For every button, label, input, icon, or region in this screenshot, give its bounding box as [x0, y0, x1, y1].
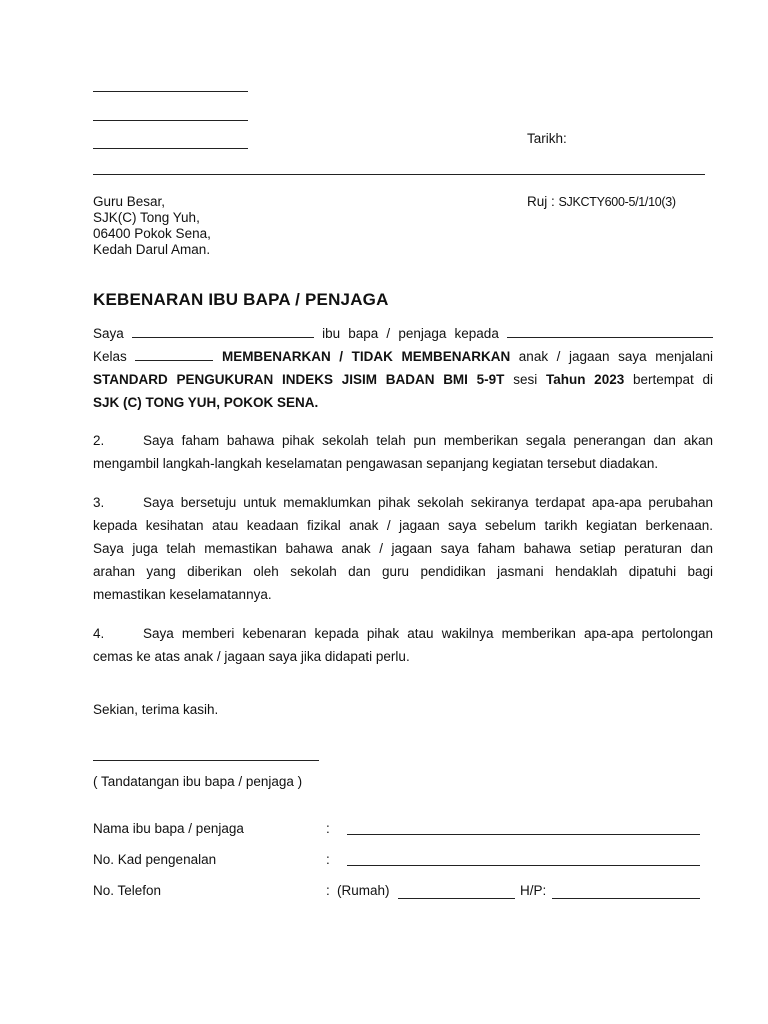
- intro-line-3: [93, 368, 713, 391]
- address-line-3[interactable]: [93, 148, 248, 149]
- school-location-text: SJK (C) TONG YUH, POKOK SENA.: [93, 395, 319, 410]
- paragraph-2-line-1: 2. Saya faham bahawa pihak sekolah telah pun memberikan segala penerangan dan akan: [93, 429, 713, 452]
- paragraph-3-line-2: kepada kesihatan atau keadaan fizikal anak / jagaan saya sebelum tarikh kegiatan berkenaan.: [93, 518, 713, 533]
- class-blank[interactable]: [135, 348, 213, 361]
- signature-caption: ( Tandatangan ibu bapa / penjaga ): [93, 774, 303, 789]
- parent-name-label: Nama ibu bapa / penjaga: [93, 821, 244, 836]
- page-title: KEBENARAN IBU BAPA / PENJAGA: [93, 290, 389, 309]
- paragraph-3-line-5: memastikan keselamatannya.: [93, 587, 272, 602]
- phone-colon: :: [326, 883, 330, 898]
- reference-label: Ruj :: [527, 194, 559, 209]
- home-phone-field[interactable]: [398, 898, 515, 899]
- child-undergo-text: anak / jagaan saya menjalani: [518, 349, 713, 364]
- phone-label: No. Telefon: [93, 883, 162, 898]
- recipient-line-3: 06400 Pokok Sena,: [93, 226, 211, 241]
- paragraph-3: [93, 491, 713, 606]
- permission-choice-text: MEMBENARKAN / TIDAK MEMBENARKAN: [221, 349, 511, 364]
- parent-of-text: ibu bapa / penjaga kepada: [322, 326, 499, 341]
- parent-name-field[interactable]: [347, 834, 700, 835]
- reference-value: SJKCTY600-5/1/10(3): [558, 195, 676, 209]
- paragraph-2-line-2: mengambil langkah-langkah keselamatan pengawasan sepanjang kegiatan tersebut diadakan.: [93, 456, 659, 471]
- ic-number-label: No. Kad pengenalan: [93, 852, 217, 867]
- ic-number-colon: :: [326, 852, 330, 867]
- address-line-1[interactable]: [93, 91, 248, 92]
- kelas-text: Kelas: [93, 349, 127, 364]
- reference-number: [527, 194, 676, 209]
- home-phone-label: (Rumah): [337, 883, 390, 898]
- parent-name-colon: :: [326, 821, 330, 836]
- header-separator-line: [93, 174, 705, 175]
- ic-number-field[interactable]: [347, 865, 700, 866]
- recipient-line-1: Guru Besar,: [93, 194, 166, 209]
- intro-line-1: [93, 322, 713, 345]
- paragraph-3-line-1: 3. Saya bersetuju untuk memaklumkan pihak sekolah sekiranya terdapat apa-apa perubahan: [93, 491, 713, 514]
- signature-line[interactable]: [93, 760, 319, 761]
- location-intro-text: bertempat di: [632, 372, 713, 387]
- recipient-line-2: SJK(C) Tong Yuh,: [93, 210, 200, 225]
- paragraph-3-line-3: Saya juga telah memastikan bahawa anak / jagaan saya faham bahawa setiap peraturan dan: [93, 541, 713, 556]
- paragraph-4: [93, 622, 713, 668]
- address-line-2[interactable]: [93, 120, 248, 121]
- intro-paragraph: [93, 322, 713, 414]
- session-text: sesi: [513, 372, 538, 387]
- paragraph-3-number: 3.: [93, 495, 105, 510]
- date-label: Tarikh:: [527, 131, 567, 146]
- intro-line-2: [93, 345, 713, 368]
- mobile-phone-field[interactable]: [552, 898, 700, 899]
- recipient-line-4: Kedah Darul Aman.: [93, 242, 211, 257]
- paragraph-2-number: 2.: [93, 433, 105, 448]
- year-text: Tahun 2023: [545, 372, 625, 387]
- paragraph-3-line-4: arahan yang diberikan oleh sekolah dan guru pendidikan jasmani hendaklah dipatuhi bagi: [93, 564, 713, 579]
- parent-name-blank[interactable]: [132, 325, 314, 338]
- paragraph-4-number: 4.: [93, 626, 105, 641]
- saya-text: Saya: [93, 326, 124, 341]
- mobile-phone-label: H/P:: [520, 883, 547, 898]
- closing-text: Sekian, terima kasih.: [93, 702, 219, 717]
- child-name-blank[interactable]: [507, 325, 713, 338]
- paragraph-4-line-1: 4. Saya memberi kebenaran kepada pihak atau wakilnya memberikan apa-apa pertolongan: [93, 622, 713, 645]
- bmi-program-text: STANDARD PENGUKURAN INDEKS JISIM BADAN BMI 5-9T: [93, 372, 505, 387]
- paragraph-4-line-2: cemas ke atas anak / jagaan saya jika didapati perlu.: [93, 649, 410, 664]
- paragraph-2: [93, 429, 713, 475]
